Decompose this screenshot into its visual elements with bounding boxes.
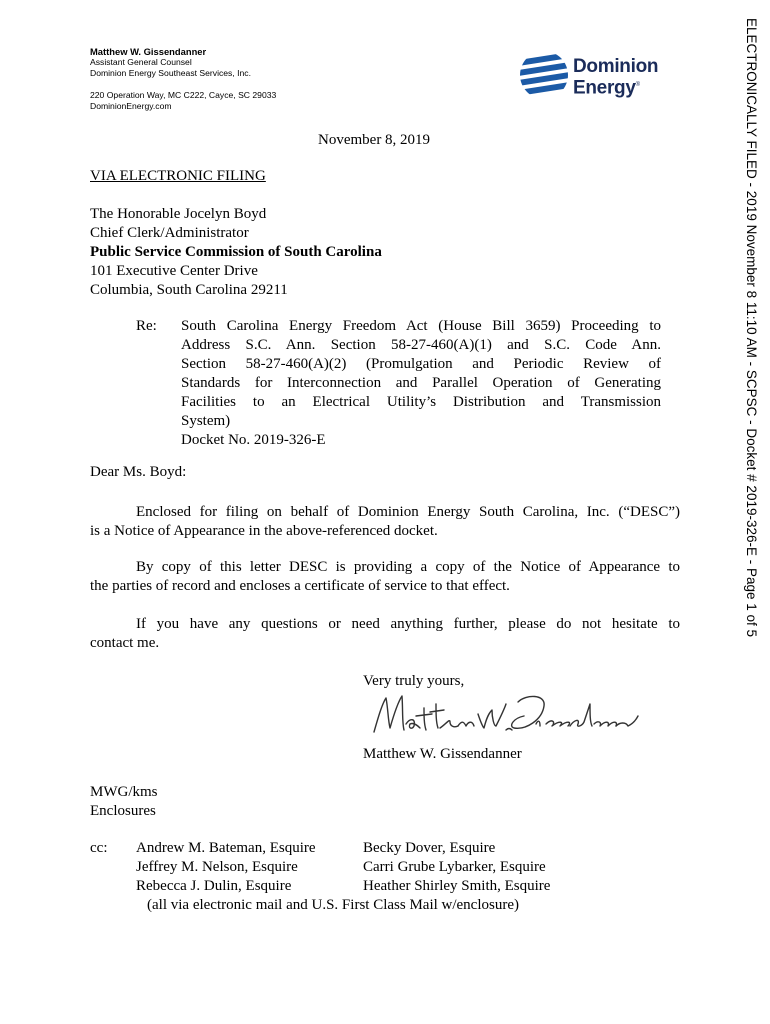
handwritten-signature (370, 688, 640, 743)
delivery-method: VIA ELECTRONIC FILING (90, 168, 266, 184)
logo-wordmark (573, 58, 658, 97)
sender-company: Dominion Energy Southeast Services, Inc. (90, 68, 251, 78)
paragraph-line: contact me. (90, 635, 160, 651)
closing: Very truly yours, (363, 673, 465, 689)
cc-recipient: Andrew M. Bateman, Esquire (136, 840, 316, 856)
re-line: Facilities to an Electrical Utility’s Distribution and Transmission (181, 394, 661, 410)
signatory-name: Matthew W. Gissendanner (363, 746, 522, 762)
re-label: Re: (136, 318, 157, 334)
paragraph-3 (90, 615, 680, 653)
cc-delivery-note: (all via electronic mail and U.S. First Class Mail w/enclosure) (147, 897, 519, 913)
paragraph-line: the parties of record and encloses a certificate of service to that effect. (90, 578, 510, 594)
re-line: South Carolina Energy Freedom Act (House Bill 3659) Proceeding to (181, 318, 661, 334)
paragraph-1 (90, 503, 680, 541)
re-line: Standards for Interconnection and Parallel Operation of Generating (181, 375, 661, 391)
dominion-energy-logo (518, 50, 668, 100)
paragraph-line: If you have any questions or need anything further, please do not hesitate to (136, 616, 680, 632)
salutation: Dear Ms. Boyd: (90, 464, 187, 480)
sender-block (90, 46, 276, 112)
sender-website: DominionEnergy.com (90, 101, 172, 111)
cc-label: cc: (90, 840, 108, 856)
cc-recipient: Carri Grube Lybarker, Esquire (363, 859, 546, 875)
cc-column-2 (363, 839, 550, 896)
sender-address: 220 Operation Way, MC C222, Cayce, SC 29033 (90, 90, 277, 100)
paragraph-2 (90, 558, 680, 596)
paragraph-line: is a Notice of Appearance in the above-referenced docket. (90, 523, 438, 539)
cc-column-1 (136, 839, 316, 896)
re-line: Address S.C. Ann. Section 58-27-460(A)(1) and S.C. Code Ann. (181, 337, 661, 353)
filing-stamp: ELECTRONICALLY FILED - 2019 November 8 11:10 AM - SCPSC - Docket # 2019-326-E - Page 1 of 5 (744, 18, 759, 638)
sender-title: Assistant General Counsel (90, 57, 192, 67)
typist-initials: MWG/kms (90, 784, 158, 800)
logo-emblem-icon (518, 50, 570, 100)
logo-line2: Energy (573, 77, 636, 99)
re-subject (181, 317, 661, 450)
cc-recipient: Jeffrey M. Nelson, Esquire (136, 859, 298, 875)
recipient-name: The Honorable Jocelyn Boyd (90, 206, 267, 222)
paragraph-line: By copy of this letter DESC is providing a copy of the Notice of Appearance to (136, 559, 680, 575)
re-docket: Docket No. 2019-326-E (181, 432, 326, 448)
re-line: System) (181, 413, 231, 429)
logo-line1: Dominion (573, 56, 659, 77)
recipient-address (90, 205, 382, 300)
sender-name: Matthew W. Gissendanner (90, 46, 207, 57)
re-line: Section 58-27-460(A)(2) (Promulgation and Periodic Review of (181, 356, 661, 372)
letter-date: November 8, 2019 (318, 132, 431, 148)
recipient-title: Chief Clerk/Administrator (90, 225, 249, 241)
cc-recipient: Becky Dover, Esquire (363, 840, 496, 856)
cc-recipient: Heather Shirley Smith, Esquire (363, 878, 551, 894)
recipient-city: Columbia, South Carolina 29211 (90, 282, 288, 298)
logo-registered: ® (635, 82, 640, 88)
recipient-organization: Public Service Commission of South Carolina (90, 244, 382, 260)
recipient-street: 101 Executive Center Drive (90, 263, 258, 279)
cc-recipient: Rebecca J. Dulin, Esquire (136, 878, 292, 894)
paragraph-line: Enclosed for filing on behalf of Dominion Energy South Carolina, Inc. (“DESC”) (136, 504, 680, 520)
enclosures-note: Enclosures (90, 803, 156, 819)
